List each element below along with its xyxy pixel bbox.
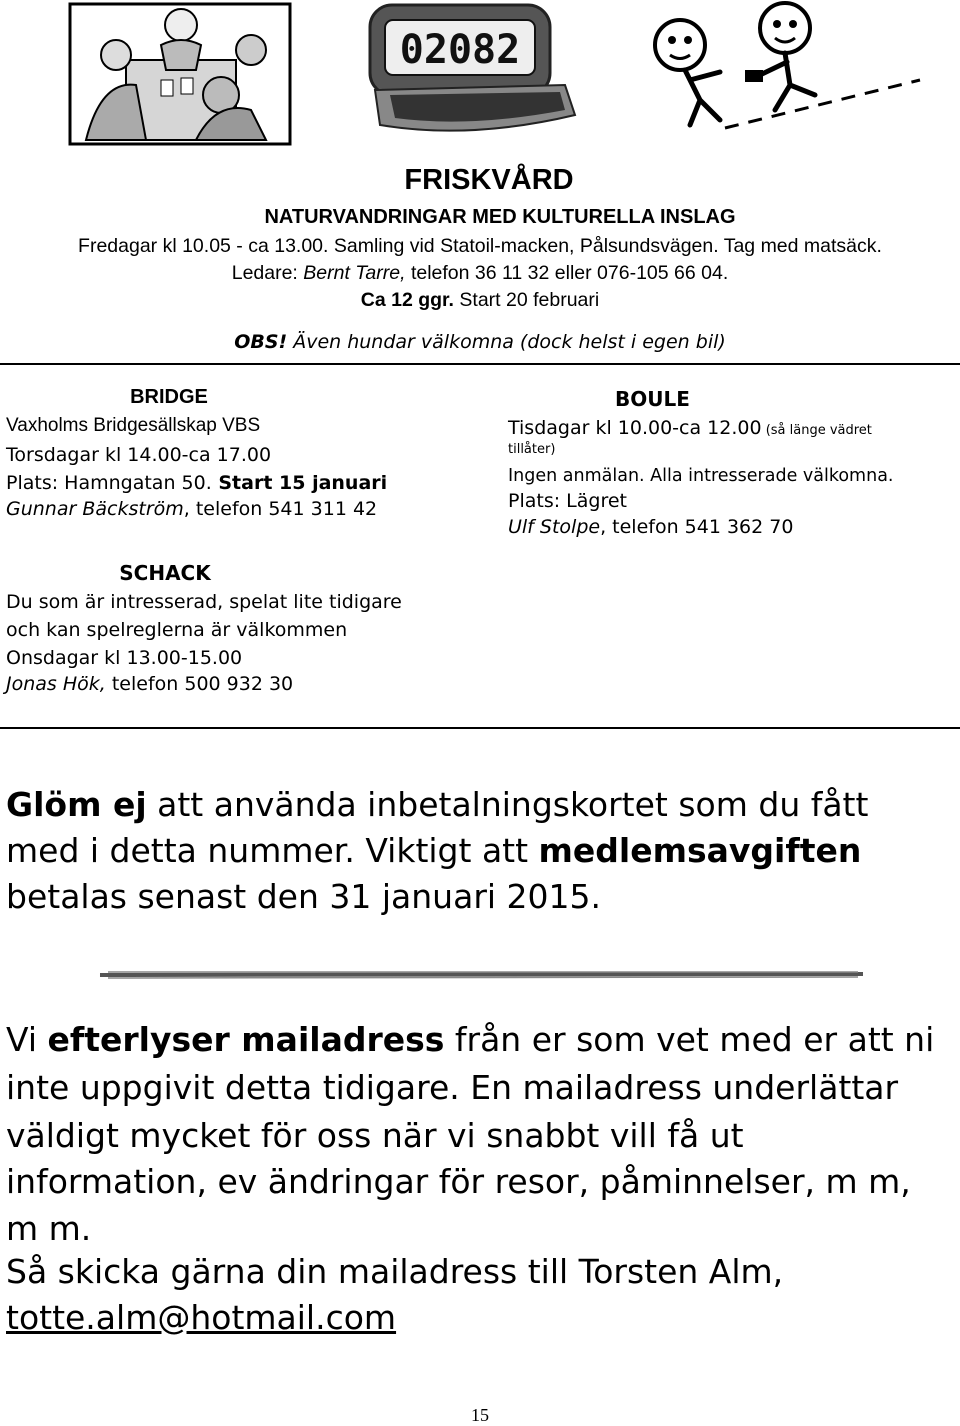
payment-line2-text: med i detta nummer. Viktigt att [6, 831, 539, 870]
bridge-contact-name: Gunnar Bäckström [6, 498, 184, 520]
divider-top [0, 363, 960, 365]
pedometer-illustration [360, 0, 580, 140]
email-link[interactable]: totte.alm@hotmail.com [6, 1298, 397, 1337]
friskvard-line3 [0, 287, 960, 313]
friskvard-leader-phone: telefon 36 11 32 eller 076-105 66 04. [405, 262, 729, 284]
friskvard-dogs-note: Även hundar välkomna (dock helst i egen bil) [287, 331, 726, 353]
schack-contact-name: Jonas Hök, [6, 673, 106, 695]
decorative-separator [98, 968, 868, 982]
boule-title: BOULE [615, 387, 690, 411]
friskvard-line1: Fredagar kl 10.05 - ca 13.00. Samling vid Statoil-macken, Pålsundsvägen. Tag med matsäck. [78, 235, 882, 257]
friskvard-line2 [0, 260, 960, 286]
schack-contact [6, 671, 293, 697]
email-line3: väldigt mycket för oss när vi snabbt vill få ut [6, 1116, 744, 1155]
divider-bottom [0, 727, 960, 729]
schack-time: Onsdagar kl 13.00-15.00 [6, 647, 243, 669]
friskvard-obs: OBS! [234, 331, 288, 353]
email-efterlyser: efterlyser mailadress [47, 1020, 445, 1059]
boule-contact [508, 514, 793, 540]
boule-time-line [508, 415, 872, 444]
bridge-place-text: Plats: Hamngatan 50. [6, 472, 212, 494]
friskvard-start: Start 20 februari [453, 289, 600, 311]
pedometer-display: 02082 [399, 27, 521, 73]
email-line4: information, ev ändringar för resor, påminnelser, m m, [6, 1162, 911, 1201]
boule-contact-name: Ulf Stolpe [508, 516, 601, 538]
friskvard-subtitle: NATURVANDRINGAR MED KULTURELLA INSLAG [264, 206, 736, 228]
payment-line1 [6, 785, 868, 824]
schack-title: SCHACK [119, 561, 211, 585]
email-line1 [6, 1020, 934, 1059]
email-line1-prefix: Vi [6, 1020, 48, 1059]
bridge-start: Start 15 januari [211, 472, 388, 494]
walking-figures-illustration [635, 0, 925, 130]
friskvard-leader-name: Bernt Tarre, [303, 262, 406, 284]
payment-glom-ej: Glöm ej [6, 785, 147, 824]
friskvard-title: FRISKVÅRD [404, 164, 574, 196]
payment-medlemsavgiften: medlemsavgiften [538, 831, 862, 870]
bridge-title: BRIDGE [130, 386, 208, 408]
boule-weather-note: (så länge vädret [761, 423, 872, 438]
schack-contact-phone: telefon 500 932 30 [105, 673, 294, 695]
email-line6: Så skicka gärna din mailadress till Torsten Alm, [6, 1252, 784, 1291]
schack-line2: och kan spelreglerna är välkommen [6, 619, 348, 641]
bridge-contact [6, 496, 377, 522]
payment-line2 [6, 831, 861, 870]
card-players-illustration [66, 0, 296, 150]
boule-signup: Ingen anmälan. Alla intresserade välkomna. [508, 466, 894, 486]
email-line2: inte uppgivit detta tidigare. En mailadress underlättar [6, 1068, 899, 1107]
boule-time: Tisdagar kl 10.00-ca 12.00 [508, 417, 762, 439]
boule-weather-note-cont: tillåter) [508, 442, 556, 457]
bridge-contact-phone: , telefon 541 311 42 [183, 498, 378, 520]
friskvard-line4 [0, 329, 960, 355]
email-line5: m m. [6, 1209, 92, 1248]
payment-line3: betalas senast den 31 januari 2015. [6, 877, 602, 916]
page-number: 15 [471, 1405, 489, 1425]
schack-line1: Du som är intresserad, spelat lite tidigare [6, 591, 402, 613]
friskvard-count: Ca 12 ggr. [360, 289, 454, 311]
bridge-club: Vaxholms Bridgesällskap VBS [6, 415, 261, 436]
boule-contact-phone: , telefon 541 362 70 [600, 516, 794, 538]
bridge-place [6, 470, 387, 496]
payment-line1-text: att använda inbetalningskortet som du fått [146, 785, 869, 824]
boule-place: Plats: Lägret [508, 490, 627, 512]
email-line1-text: från er som vet med er att ni [444, 1020, 935, 1059]
friskvard-leader-label: Ledare: [231, 262, 304, 284]
bridge-time: Torsdagar kl 14.00-ca 17.00 [6, 444, 272, 466]
